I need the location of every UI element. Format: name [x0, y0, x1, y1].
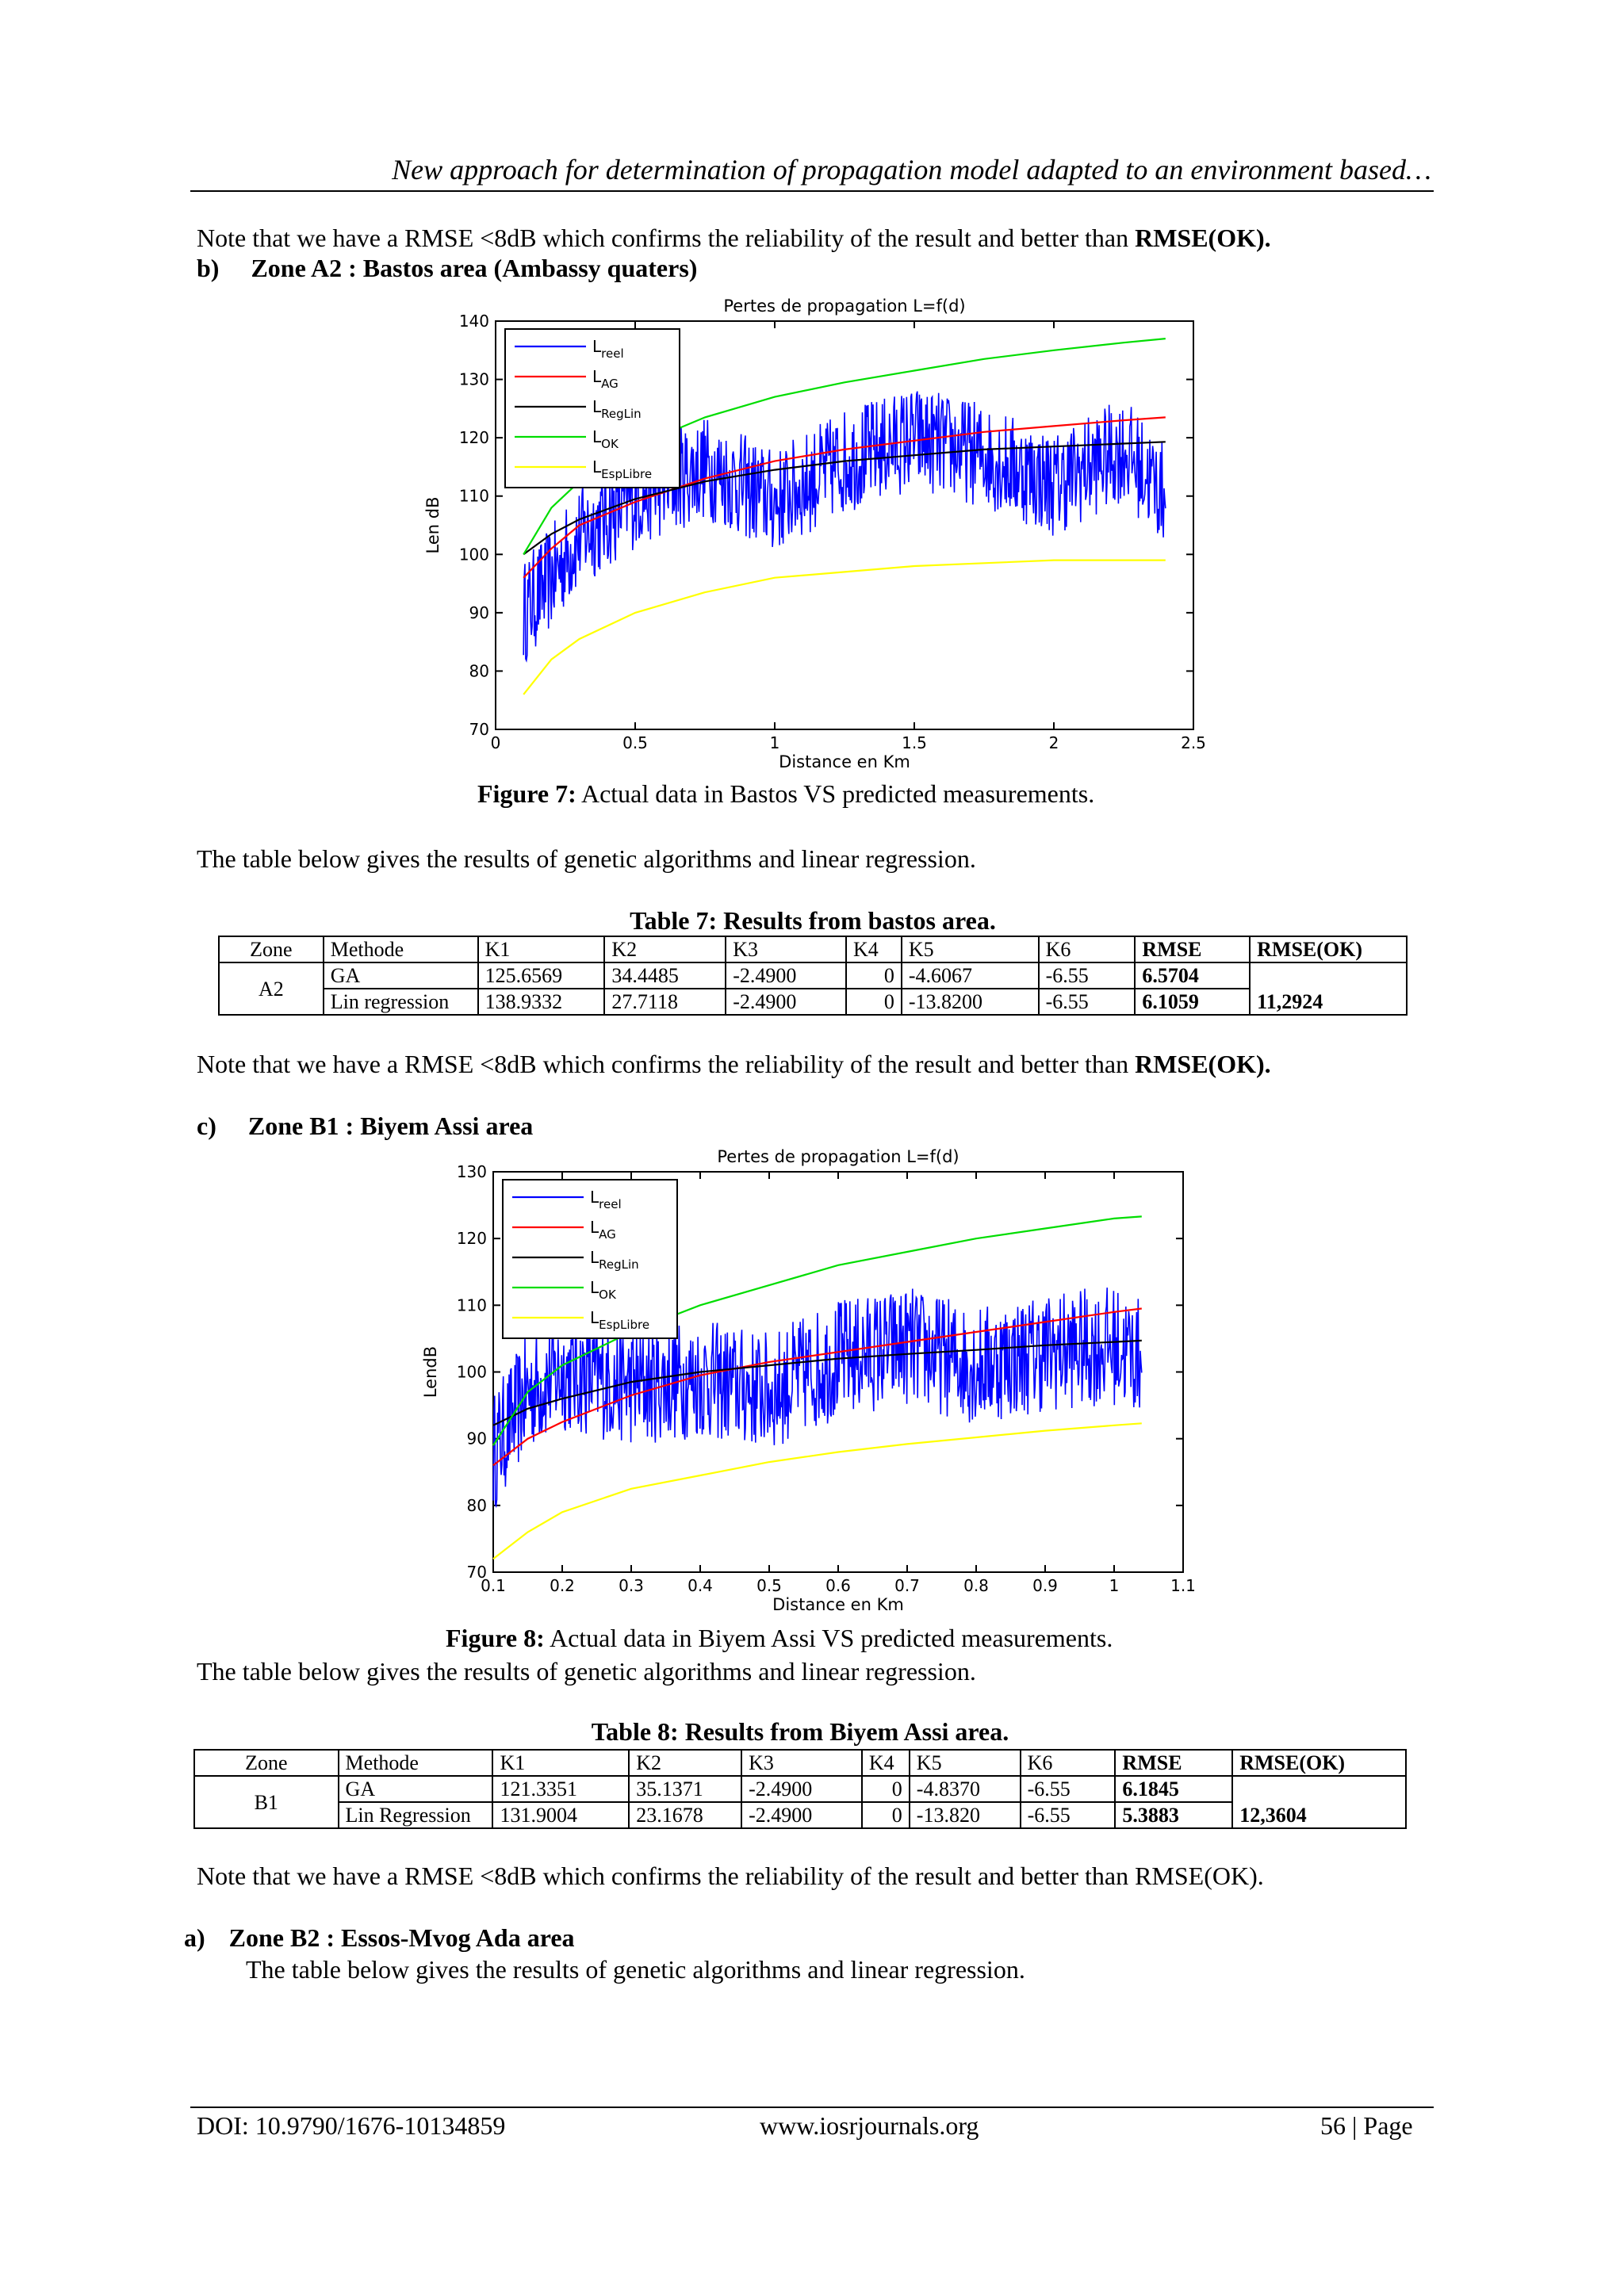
legend-entry-main: L — [590, 1308, 599, 1327]
section-title: Zone B2 : Essos-Mvog Ada area — [228, 1923, 575, 1952]
header-cell: Zone — [219, 936, 324, 962]
y-tick-label: 100 — [458, 545, 489, 564]
section-heading-a — [184, 1923, 575, 1953]
table-cell: 0 — [846, 962, 902, 989]
table-cell: Lin regression — [324, 989, 478, 1015]
table-cell: -2.4900 — [726, 989, 846, 1015]
table-cell: 121.3351 — [492, 1776, 629, 1802]
legend-entry-main: L — [592, 457, 602, 476]
y-tick-label: 130 — [456, 1162, 487, 1181]
table-7-title: Table 7: Results from bastos area. — [630, 906, 996, 935]
legend-entry-main: L — [592, 397, 602, 416]
y-tick-label: 90 — [469, 603, 489, 622]
table-cell: -13.8200 — [902, 989, 1039, 1015]
section-title: Zone B1 : Biyem Assi area — [247, 1112, 534, 1140]
footer-doi: DOI: 10.9790/1676-10134859 — [197, 2111, 506, 2140]
figure-label: Figure 8: — [446, 1624, 545, 1652]
table-cell: 6.1845 — [1115, 1776, 1232, 1802]
note-paragraph — [197, 222, 1271, 254]
zone-cell: A2 — [219, 962, 324, 1015]
note-bold: RMSE(OK). — [1135, 224, 1271, 252]
table-intro: The table below gives the results of genetic algorithms and linear regression. — [197, 844, 976, 873]
y-axis-label: Len dB — [423, 496, 442, 554]
table-intro: The table below gives the results of genetic algorithms and linear regression. — [197, 1657, 976, 1686]
x-tick-label: 2 — [1048, 733, 1059, 752]
header-cell: RMSE — [1115, 1750, 1232, 1776]
table-cell: 34.4485 — [604, 962, 726, 989]
legend-entry-main: L — [590, 1248, 599, 1267]
table-cell: GA — [324, 962, 478, 989]
note-text: Note that we have a RMSE <8dB which confirms the reliability of the result and better than — [197, 224, 1136, 252]
figure-text: Actual data in Biyem Assi VS predicted measurements. — [544, 1624, 1113, 1652]
header-cell: K1 — [492, 1750, 629, 1776]
note-bold: RMSE(OK). — [1135, 1050, 1271, 1078]
table-cell: -6.55 — [1039, 989, 1136, 1015]
legend-entry-main: L — [590, 1188, 599, 1207]
table-cell: 0 — [862, 1802, 910, 1828]
legend-entry-sub: AG — [601, 377, 619, 391]
x-tick-label: 0.8 — [963, 1576, 989, 1595]
y-axis-label: LendB — [421, 1345, 440, 1399]
section-marker: c) — [197, 1112, 216, 1140]
table-header-row — [219, 936, 1407, 962]
figure-8-chart — [408, 1142, 1217, 1617]
header-cell: K4 — [862, 1750, 910, 1776]
y-tick-label: 110 — [456, 1295, 487, 1315]
x-axis-label: Distance en Km — [772, 1595, 904, 1614]
section-marker: a) — [184, 1923, 205, 1952]
table-cell: 131.9004 — [492, 1802, 629, 1828]
table-row — [219, 989, 1407, 1015]
y-tick-label: 70 — [466, 1563, 487, 1582]
legend-entry-sub: EspLibre — [599, 1318, 650, 1332]
figure-7-chart — [412, 289, 1221, 781]
table-cell: 27.7118 — [604, 989, 726, 1015]
table-cell: 125.6569 — [478, 962, 605, 989]
table-cell: -2.4900 — [726, 962, 846, 989]
table-cell: 6.5704 — [1135, 962, 1250, 989]
table-cell: -6.55 — [1021, 1802, 1116, 1828]
x-tick-label: 1 — [1109, 1576, 1120, 1595]
note-paragraph: Note that we have a RMSE <8dB which confirms the reliability of the result and better than RMSE(OK). — [197, 1862, 1264, 1890]
chart-title: Pertes de propagation L=f(d) — [717, 1147, 959, 1166]
table-8-title: Table 8: Results from Biyem Assi area. — [591, 1717, 1009, 1746]
figure-text: Actual data in Bastos VS predicted measurements. — [576, 779, 1095, 808]
header-cell: K6 — [1039, 936, 1136, 962]
header-cell: RMSE(OK) — [1232, 1750, 1406, 1776]
legend-entry-sub: RegLin — [599, 1257, 639, 1272]
header-cell: K1 — [478, 936, 605, 962]
x-axis-label: Distance en Km — [779, 752, 910, 771]
table-cell: -4.6067 — [902, 962, 1039, 989]
header-cell: K3 — [726, 936, 846, 962]
table-8 — [193, 1749, 1407, 1829]
header-cell: Methode — [339, 1750, 493, 1776]
y-tick-label: 120 — [456, 1229, 487, 1249]
legend-entry-sub: RegLin — [601, 407, 642, 421]
header-cell: K6 — [1021, 1750, 1116, 1776]
legend-entry-main: L — [592, 427, 602, 446]
header-cell: Methode — [324, 936, 478, 962]
footer-rule — [190, 2107, 1434, 2108]
footer-page: 56 | Page — [1320, 2111, 1413, 2140]
header-cell: K5 — [910, 1750, 1021, 1776]
header-cell: K4 — [846, 936, 902, 962]
table-cell: Lin Regression — [339, 1802, 493, 1828]
y-tick-label: 90 — [466, 1429, 487, 1448]
y-tick-label: 80 — [469, 661, 489, 681]
header-cell: Zone — [194, 1750, 339, 1776]
x-tick-label: 0.2 — [550, 1576, 575, 1595]
section-title: Zone A2 : Bastos area (Ambassy quaters) — [251, 254, 698, 282]
table-row — [194, 1776, 1406, 1802]
header-rule — [190, 190, 1434, 192]
chart-title: Pertes de propagation L=f(d) — [723, 297, 966, 316]
table-cell: 0 — [862, 1776, 910, 1802]
x-tick-label: 0.5 — [756, 1576, 782, 1595]
table-cell: -2.4900 — [741, 1776, 862, 1802]
legend-entry-main: L — [592, 367, 602, 386]
table-cell: 6.1059 — [1135, 989, 1250, 1015]
table-row — [219, 962, 1407, 989]
legend-entry-main: L — [592, 337, 602, 356]
x-tick-label: 0.7 — [894, 1576, 920, 1595]
figure-7-caption — [477, 779, 1094, 809]
y-tick-label: 100 — [456, 1362, 487, 1382]
header-cell: K3 — [741, 1750, 862, 1776]
y-tick-label: 80 — [466, 1495, 487, 1515]
figure-label: Figure 7: — [477, 779, 576, 808]
table-cell: GA — [339, 1776, 493, 1802]
y-tick-label: 130 — [458, 369, 489, 389]
table-cell: -6.55 — [1039, 962, 1136, 989]
x-tick-label: 0.6 — [825, 1576, 851, 1595]
legend-entry-main: L — [590, 1218, 599, 1237]
y-tick-label: 110 — [458, 486, 489, 506]
table-cell: 138.9332 — [478, 989, 605, 1015]
section-heading-c — [197, 1112, 533, 1141]
legend-entry-main: L — [590, 1278, 599, 1297]
table-cell: -13.820 — [910, 1802, 1021, 1828]
figure-8-caption — [446, 1624, 1113, 1653]
table-7 — [218, 936, 1408, 1016]
table-row — [194, 1802, 1406, 1828]
zone-cell: B1 — [194, 1776, 339, 1828]
header-cell: RMSE — [1135, 936, 1250, 962]
x-tick-label: 0 — [490, 733, 501, 752]
table-cell: 0 — [846, 989, 902, 1015]
x-tick-label: 0.3 — [619, 1576, 644, 1595]
y-tick-label: 140 — [458, 312, 489, 331]
note-paragraph — [197, 1048, 1271, 1080]
x-tick-label: 0.9 — [1032, 1576, 1058, 1595]
table-cell: 5.3883 — [1115, 1802, 1232, 1828]
running-title: New approach for determination of propagation model adapted to an environment based… — [392, 154, 1431, 186]
header-cell: RMSE(OK) — [1250, 936, 1407, 962]
x-tick-label: 1 — [769, 733, 780, 752]
header-cell: K2 — [604, 936, 726, 962]
table-header-row — [194, 1750, 1406, 1776]
table-cell: -6.55 — [1021, 1776, 1116, 1802]
header-cell: K2 — [629, 1750, 741, 1776]
table-intro: The table below gives the results of genetic algorithms and linear regression. — [246, 1955, 1025, 1984]
rmse-ok-cell: 12,3604 — [1232, 1776, 1406, 1828]
x-tick-label: 1.5 — [902, 733, 927, 752]
footer-site: www.iosrjournals.org — [760, 2111, 979, 2140]
legend-entry-sub: OK — [599, 1288, 616, 1302]
x-tick-label: 0.5 — [622, 733, 648, 752]
table-cell: 35.1371 — [629, 1776, 741, 1802]
section-heading-b — [197, 254, 697, 283]
x-tick-label: 0.1 — [481, 1576, 506, 1595]
y-tick-label: 120 — [458, 428, 489, 448]
x-tick-label: 1.1 — [1170, 1576, 1196, 1595]
table-cell: 23.1678 — [629, 1802, 741, 1828]
header-cell: K5 — [902, 936, 1039, 962]
section-marker: b) — [197, 254, 220, 282]
legend-entry-sub: EspLibre — [601, 467, 653, 481]
x-tick-label: 0.4 — [688, 1576, 713, 1595]
table-cell: -4.8370 — [910, 1776, 1021, 1802]
legend-entry-sub: reel — [601, 346, 624, 361]
legend-entry-sub: OK — [601, 437, 619, 451]
y-tick-label: 70 — [469, 720, 489, 739]
table-cell: -2.4900 — [741, 1802, 862, 1828]
legend-entry-sub: AG — [599, 1227, 616, 1242]
legend-entry-sub: reel — [599, 1197, 622, 1211]
rmse-ok-cell: 11,2924 — [1250, 962, 1407, 1015]
note-text: Note that we have a RMSE <8dB which confirms the reliability of the result and better than — [197, 1050, 1136, 1078]
x-tick-label: 2.5 — [1181, 733, 1206, 752]
